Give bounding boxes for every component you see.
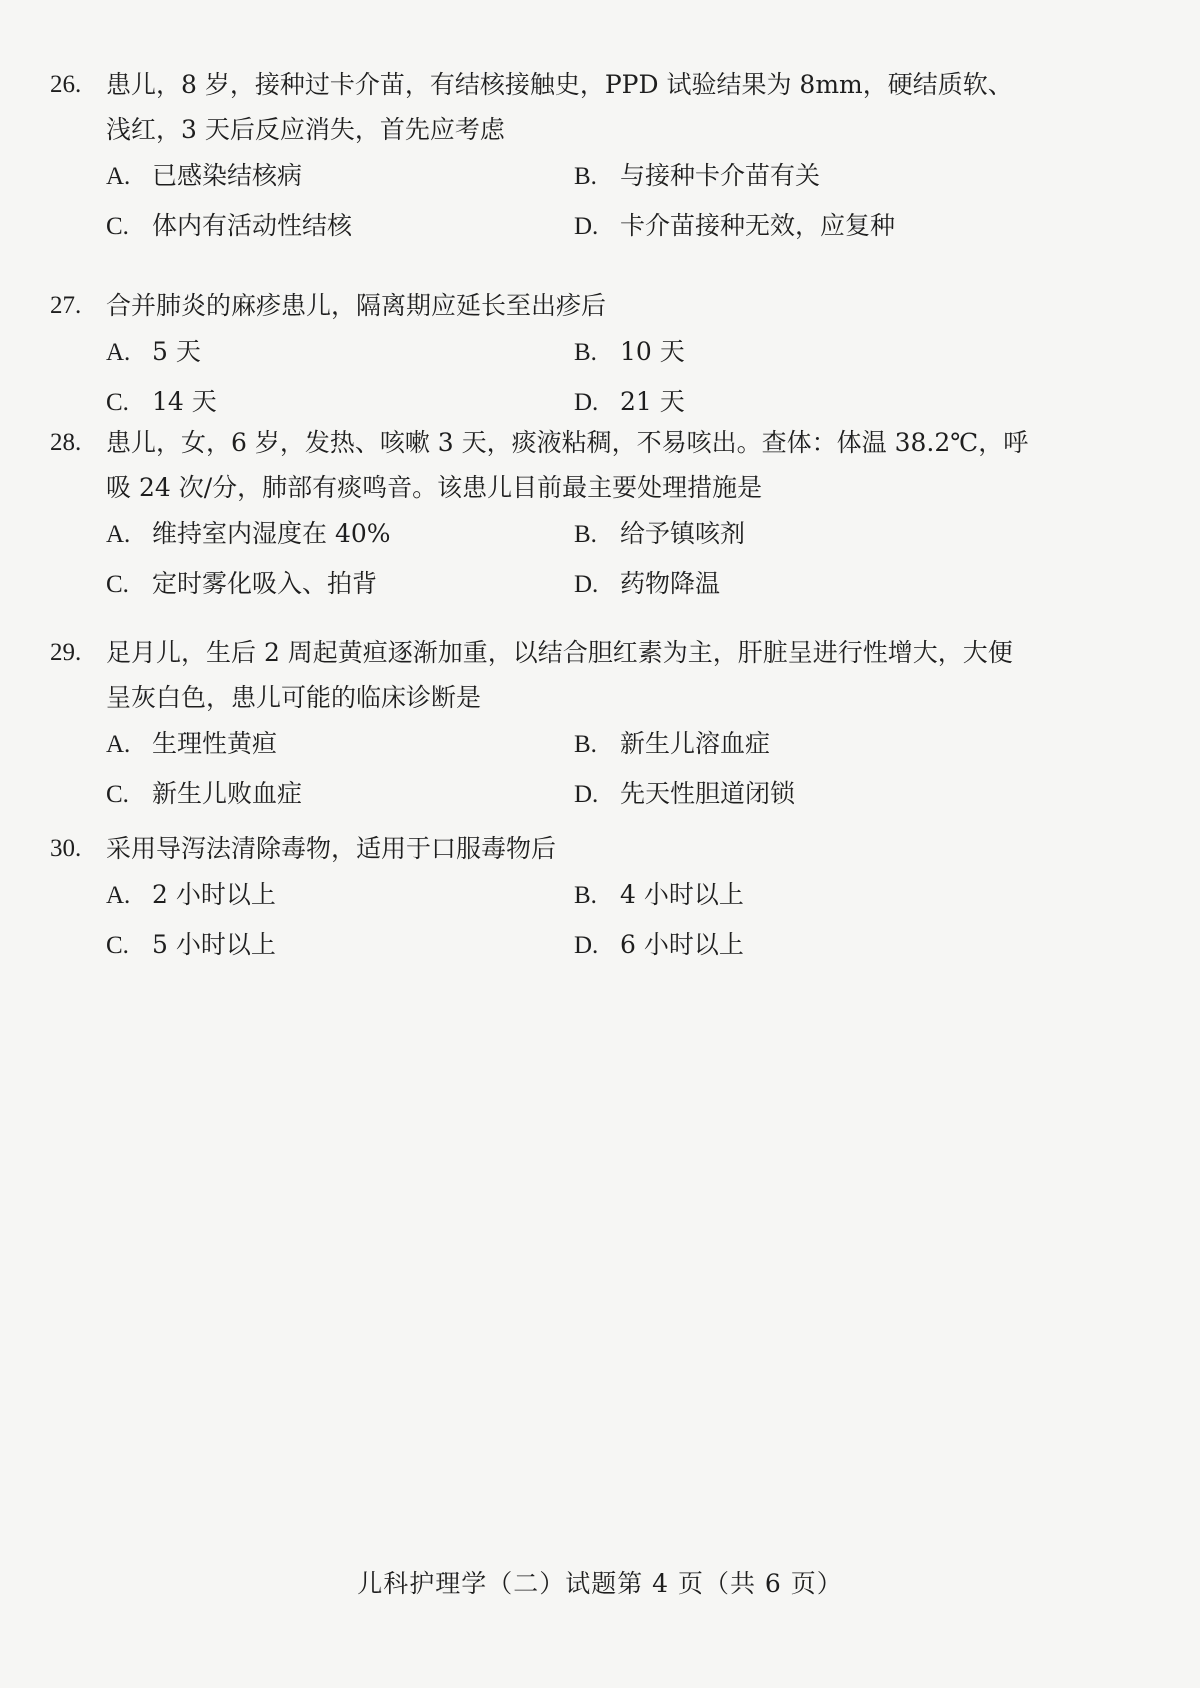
question-28 xyxy=(50,420,1030,608)
option-a xyxy=(106,328,574,376)
option-b xyxy=(574,871,1034,919)
option-text: 14 天 xyxy=(152,387,217,416)
question-number: 29. xyxy=(50,639,82,666)
option-text: 生理性黄疸 xyxy=(152,729,278,758)
option-d xyxy=(574,378,1034,426)
option-text: 药物降温 xyxy=(620,569,721,598)
option-letter: A. xyxy=(106,521,131,548)
option-text: 卡介苗接种无效，应复种 xyxy=(620,211,896,240)
option-text: 已感染结核病 xyxy=(152,161,303,190)
option-a xyxy=(106,720,574,768)
option-d xyxy=(574,770,1034,818)
question-number: 28. xyxy=(50,429,82,456)
question-29 xyxy=(50,630,1030,818)
option-letter: D. xyxy=(574,389,599,416)
option-letter: C. xyxy=(106,932,129,959)
option-letter: C. xyxy=(106,571,129,598)
option-letter: C. xyxy=(106,389,129,416)
question-27 xyxy=(50,283,1030,426)
option-c xyxy=(106,560,574,608)
option-text: 给予镇咳剂 xyxy=(620,519,746,548)
options xyxy=(106,871,1030,969)
question-stem: 患儿，8 岁，接种过卡介苗，有结核接触史，PPD 试验结果为 8mm，硬结质软、浅红，3 天后反应消失，首先应考虑 xyxy=(106,70,1013,144)
question-stem: 足月儿，生后 2 周起黄疸逐渐加重，以结合胆红素为主，肝脏呈进行性增大，大便呈灰白色，患儿可能的临床诊断是 xyxy=(106,638,1013,712)
option-d xyxy=(574,560,1034,608)
option-text: 与接种卡介苗有关 xyxy=(620,161,821,190)
option-c xyxy=(106,378,574,426)
question-number: 26. xyxy=(50,71,82,98)
question-number: 30. xyxy=(50,835,82,862)
option-letter: D. xyxy=(574,932,599,959)
options xyxy=(106,328,1030,426)
option-text: 新生儿溶血症 xyxy=(620,729,771,758)
option-c xyxy=(106,921,574,969)
option-text: 5 天 xyxy=(152,337,201,366)
option-text: 10 天 xyxy=(620,337,685,366)
option-text: 6 小时以上 xyxy=(620,930,744,959)
option-text: 21 天 xyxy=(620,387,685,416)
option-b xyxy=(574,510,1034,558)
option-letter: B. xyxy=(574,163,597,190)
option-text: 体内有活动性结核 xyxy=(152,211,353,240)
option-letter: B. xyxy=(574,731,597,758)
option-c xyxy=(106,770,574,818)
option-text: 2 小时以上 xyxy=(152,880,276,909)
option-b xyxy=(574,328,1034,376)
option-letter: B. xyxy=(574,521,597,548)
option-a xyxy=(106,510,574,558)
option-letter: A. xyxy=(106,731,131,758)
option-a xyxy=(106,871,574,919)
option-d xyxy=(574,921,1034,969)
option-letter: C. xyxy=(106,213,129,240)
options xyxy=(106,720,1030,818)
option-letter: D. xyxy=(574,213,599,240)
question-stem: 患儿，女，6 岁，发热、咳嗽 3 天，痰液粘稠，不易咳出。查体：体温 38.2℃，呼吸 24 次/分，肺部有痰鸣音。该患儿目前最主要处理措施是 xyxy=(106,428,1029,502)
question-26 xyxy=(50,62,1030,250)
option-c xyxy=(106,202,574,250)
option-text: 新生儿败血症 xyxy=(152,779,303,808)
options xyxy=(106,152,1030,250)
question-30 xyxy=(50,826,1030,969)
option-b xyxy=(574,152,1034,200)
option-text: 5 小时以上 xyxy=(152,930,276,959)
option-letter: C. xyxy=(106,781,129,808)
option-letter: B. xyxy=(574,339,597,366)
options xyxy=(106,510,1030,608)
option-letter: A. xyxy=(106,339,131,366)
option-text: 先天性胆道闭锁 xyxy=(620,779,796,808)
option-d xyxy=(574,202,1034,250)
option-letter: A. xyxy=(106,163,131,190)
option-letter: D. xyxy=(574,781,599,808)
question-stem: 合并肺炎的麻疹患儿，隔离期应延长至出疹后 xyxy=(106,291,607,320)
option-text: 4 小时以上 xyxy=(620,880,744,909)
page-footer: 儿科护理学（二）试题第 4 页（共 6 页） xyxy=(357,1569,843,1598)
option-b xyxy=(574,720,1034,768)
question-number: 27. xyxy=(50,292,82,319)
option-letter: D. xyxy=(574,571,599,598)
option-text: 维持室内湿度在 40% xyxy=(152,519,391,548)
question-stem: 采用导泻法清除毒物，适用于口服毒物后 xyxy=(106,834,557,863)
option-text: 定时雾化吸入、拍背 xyxy=(152,569,378,598)
option-a xyxy=(106,152,574,200)
option-letter: A. xyxy=(106,882,131,909)
option-letter: B. xyxy=(574,882,597,909)
